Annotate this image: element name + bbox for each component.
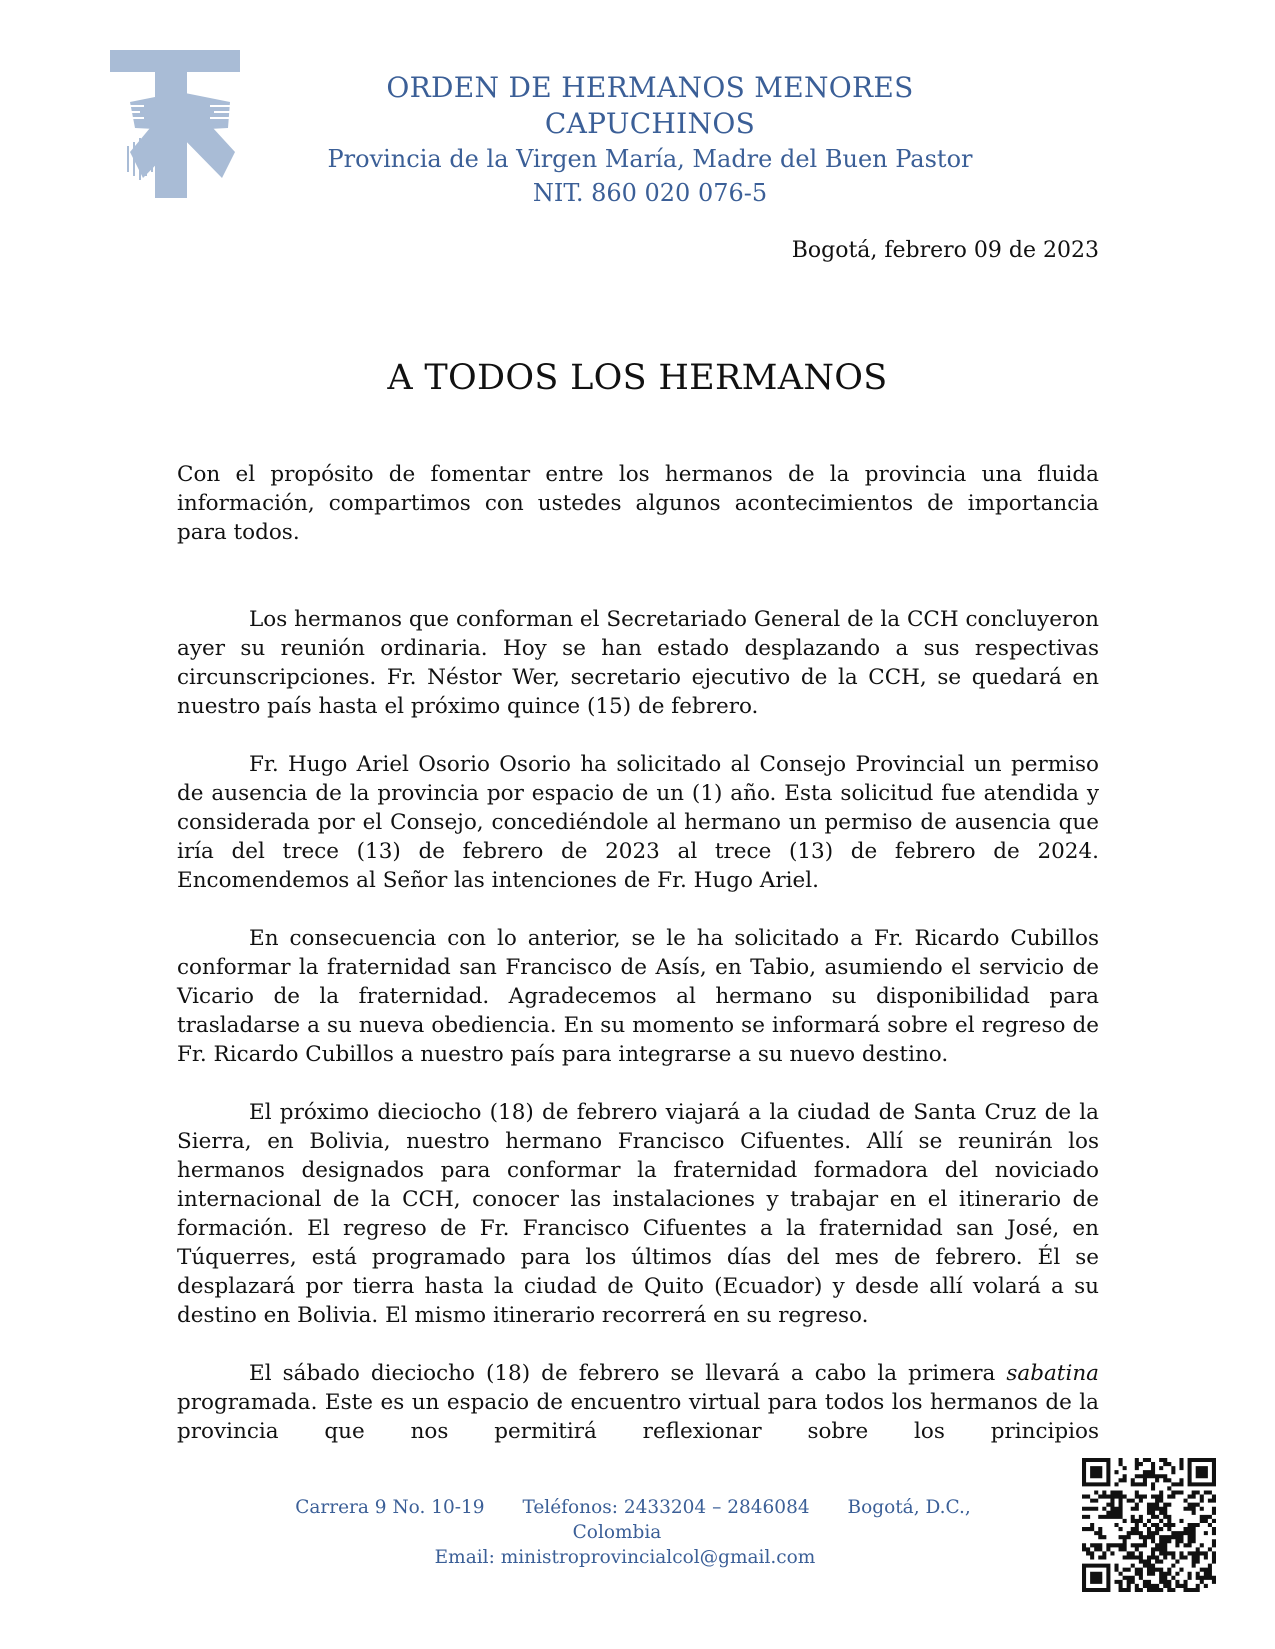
- paragraph-sabatina-part2: programada. Este es un espacio de encuentro virtual para todos los hermanos de la provincia que nos permitirá reflexionar sobre los principios: [177, 1390, 1099, 1444]
- paragraph-intro: Con el propósito de fomentar entre los hermanos de la provincia una fluida información, compartimos con ustedes algunos acontecimientos de importancia para todos.: [177, 462, 1099, 545]
- paragraph-bolivia: El próximo dieciocho (18) de febrero viajará a la ciudad de Santa Cruz de la Sierra, en Bolivia, nuestro hermano Francisco Cifuentes. Allí se reunirán los hermanos designados para conformar la fraternidad formadora del noviciado internacional de la CCH, conocer las instalaciones y trabajar en el itinerario de formación. El regreso de Fr. Francisco Cifuentes a la fraternidad san José, en Túquerres, está programado para los últimos días del mes de febrero. Él se desplazará por tierra hasta la ciudad de Quito (Ecuador) y desde allí volará a su destino en Bolivia. El mismo itinerario recorrerá en su regreso.: [177, 1100, 1099, 1328]
- letter-body: [177, 460, 1099, 1446]
- footer-email: Email: ministroprovincialcol@gmail.com: [434, 1547, 816, 1568]
- nit-number: NIT. 860 020 076-5: [532, 179, 768, 207]
- province-name: Provincia de la Virgen María, Madre del Buen Pastor: [327, 145, 973, 173]
- footer-city: Bogotá, D.C., Colombia: [572, 1497, 971, 1543]
- footer-contact-line: [230, 1495, 1020, 1545]
- paragraph-permiso: Fr. Hugo Ariel Osorio Osorio ha solicitado al Consejo Provincial un permiso de ausencia de la provincia por espacio de un (1) año. Esta solicitud fue atendida y considerada por el Consejo, concediéndole al hermano un permiso de ausencia que iría del trece (13) de febrero de 2023 al trece (13) de febrero de 2024. Encomendemos al Señor las intenciones de Fr. Hugo Ariel.: [177, 752, 1099, 893]
- letter-date: Bogotá, febrero 09 de 2023: [791, 238, 1099, 263]
- capuchin-tau-cross-logo-icon: [110, 50, 250, 210]
- paragraph-sabatina: [177, 1359, 1099, 1446]
- sabatina-italic: sabatina: [1006, 1361, 1099, 1386]
- organization-name: ORDEN DE HERMANOS MENORES CAPUCHINOS: [386, 71, 914, 140]
- footer-address: Carrera 9 No. 10-19: [295, 1497, 485, 1518]
- paragraph-tabio: En consecuencia con lo anterior, se le ha solicitado a Fr. Ricardo Cubillos conformar la fraternidad san Francisco de Asís, en Tabio, asumiendo el servicio de Vicario de la fraternidad. Agradecemos al hermano su disponibilidad para trasladarse a su nueva obediencia. En su momento se informará sobre el regreso de Fr. Ricardo Cubillos a nuestro país para integrarse a su nuevo destino.: [177, 926, 1099, 1067]
- footer: [230, 1495, 1020, 1570]
- letter-title: A TODOS LOS HERMANOS: [387, 358, 888, 398]
- letterhead: [280, 70, 1020, 210]
- paragraph-sabatina-part1: El sábado dieciocho (18) de febrero se llevará a cabo la primera: [249, 1361, 1007, 1386]
- footer-phones: Teléfonos: 2433204 – 2846084: [522, 1497, 810, 1518]
- qr-code-icon: [1082, 1458, 1216, 1592]
- paragraph-secretariado: Los hermanos que conforman el Secretariado General de la CCH concluyeron ayer su reunión ordinaria. Hoy se han estado desplazando a sus respectivas circunscripciones. Fr. Néstor Wer, secretario ejecutivo de la CCH, se quedará en nuestro país hasta el próximo quince (15) de febrero.: [177, 607, 1099, 719]
